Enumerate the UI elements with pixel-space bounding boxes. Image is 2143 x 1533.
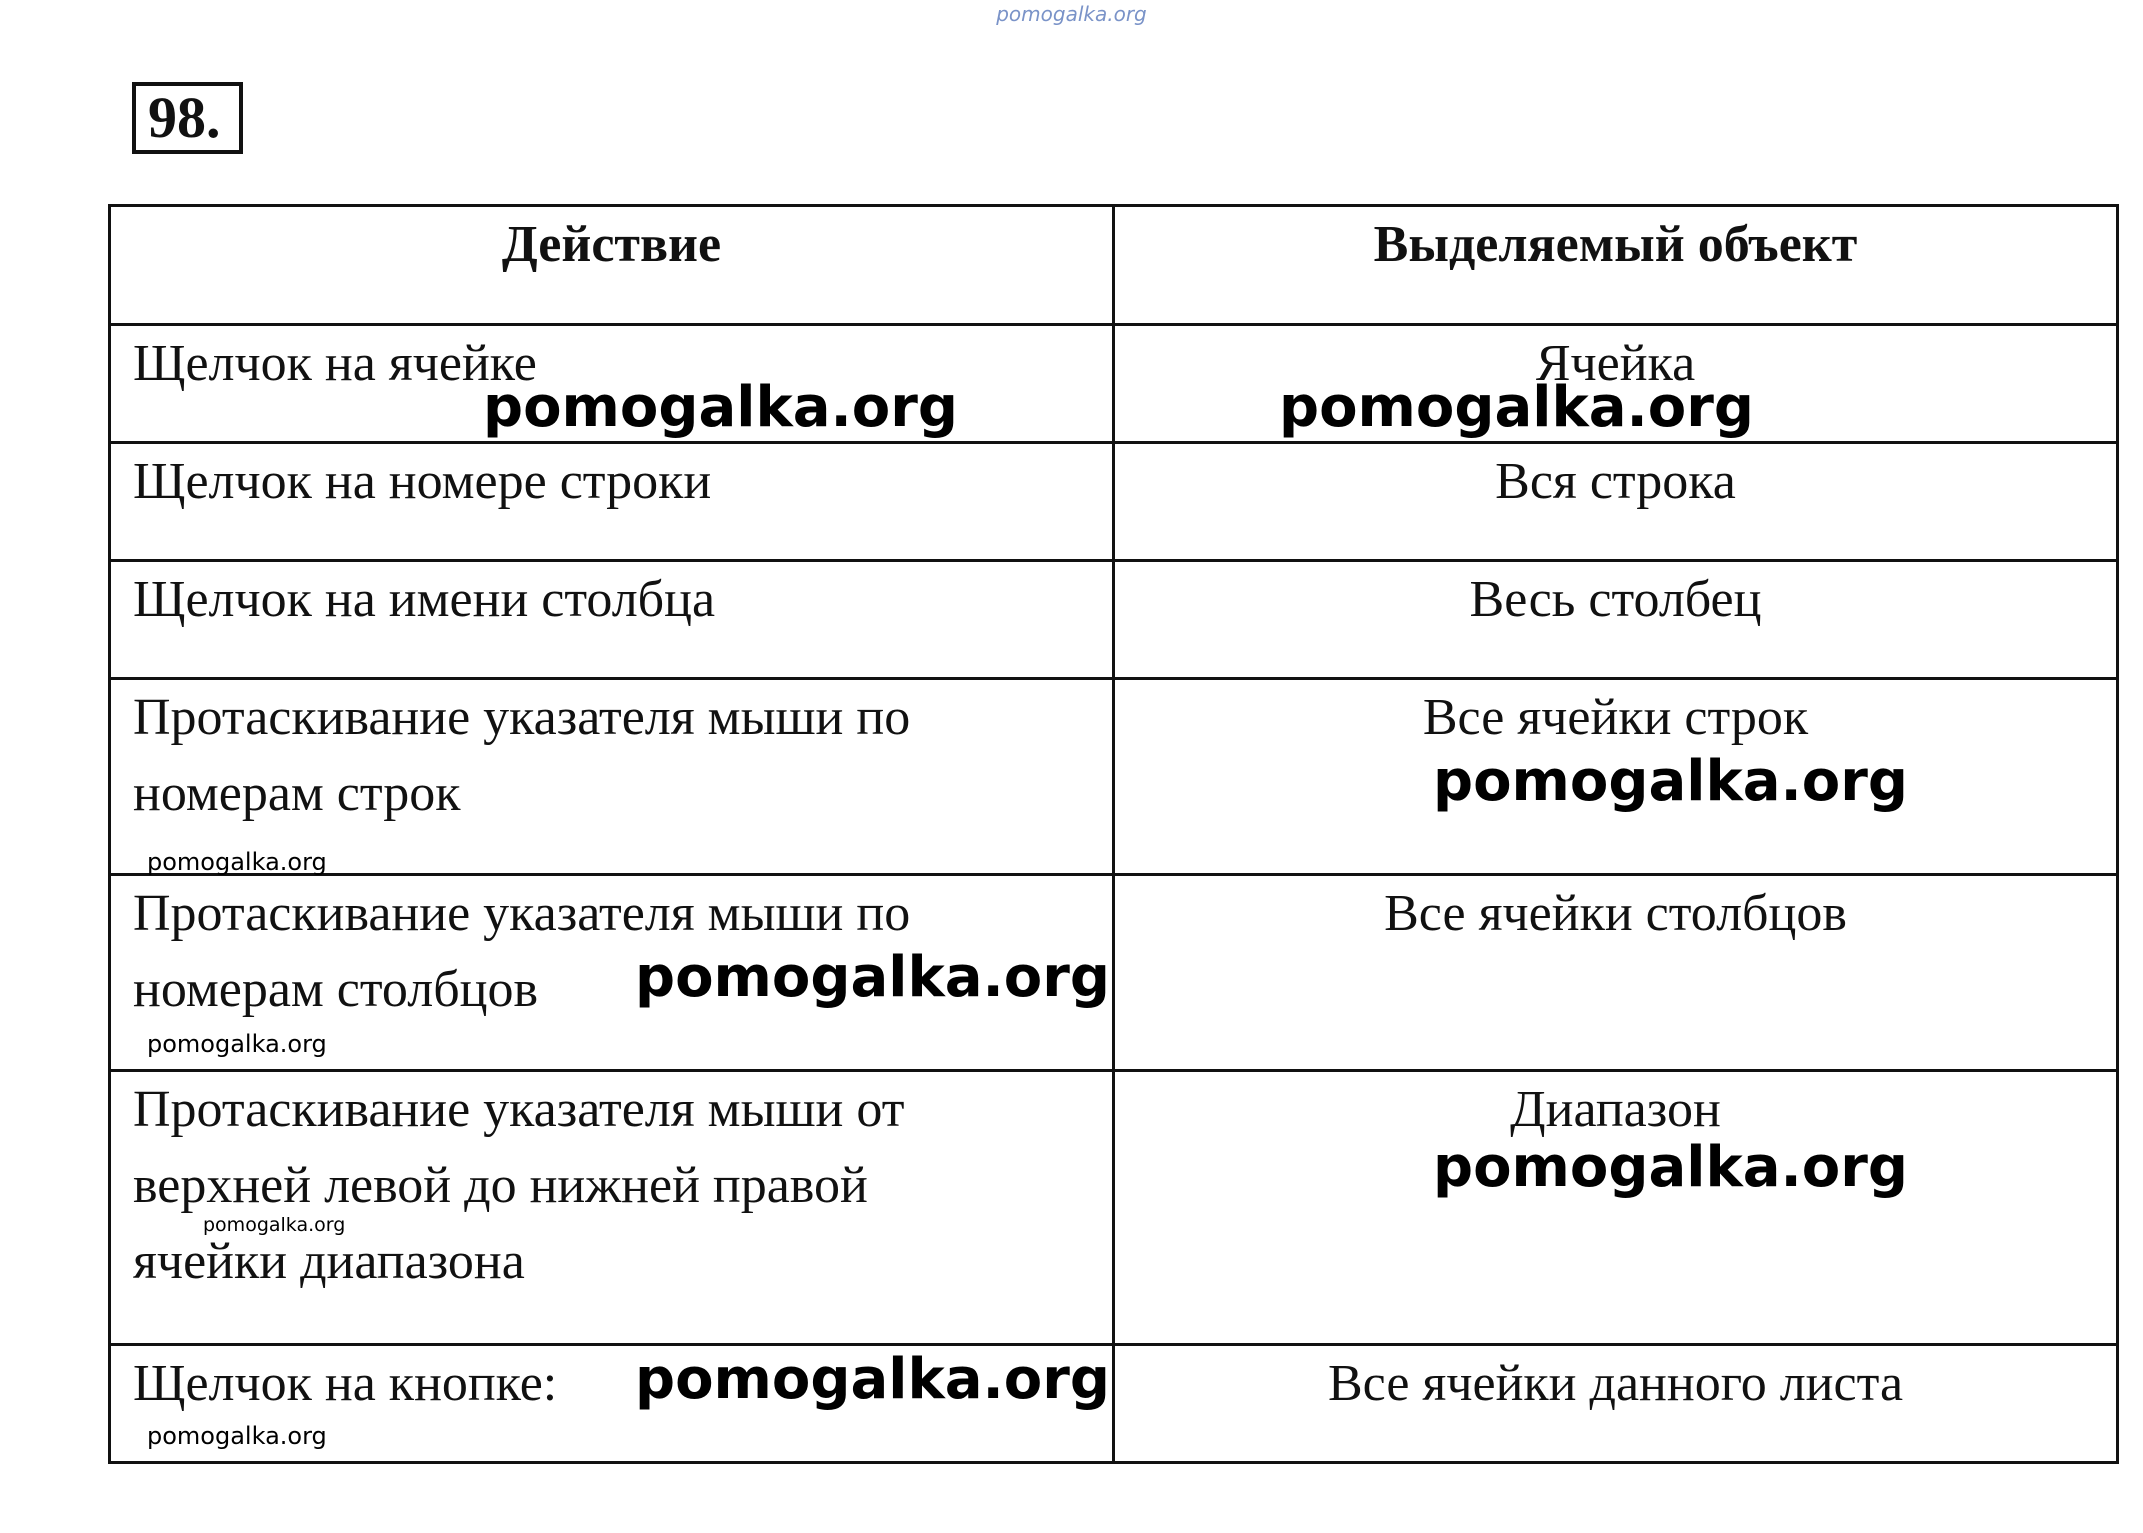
object-cell [1114, 443, 2118, 561]
object-text: Весь столбец [1469, 571, 1762, 628]
task-number: 98. [132, 82, 243, 154]
object-cell [1114, 1071, 2118, 1345]
table-header-row [110, 206, 2118, 325]
table-container [108, 204, 2116, 1464]
action-cell [110, 443, 1114, 561]
object-cell [1114, 875, 2118, 1071]
object-cell [1114, 561, 2118, 679]
action-cell [110, 875, 1114, 1071]
object-text: Ячейка [1535, 335, 1696, 392]
header-object: Выделяемый объект [1114, 206, 2118, 325]
action-text: Щелчок на имени столбца [133, 571, 716, 628]
object-text: Все ячейки строк [1422, 689, 1809, 746]
top-watermark: pomogalka.org [996, 2, 1147, 26]
action-text: Протаскивание указателя мыши по номерам столбцов [133, 885, 911, 1018]
table-row [110, 679, 2118, 875]
watermark-text: pomogalka.org [1279, 375, 1754, 440]
action-text: Щелчок на кнопке: [133, 1355, 558, 1412]
object-cell [1114, 325, 2118, 443]
watermark-text: pomogalka.org [1433, 1135, 1908, 1200]
action-cell [110, 561, 1114, 679]
action-text: Протаскивание указателя мыши от верхней левой до нижней правой ячейки диапазона [133, 1081, 905, 1290]
action-cell [110, 1071, 1114, 1345]
object-text: Все ячейки данного листа [1327, 1355, 1904, 1412]
object-text: Вся строка [1495, 453, 1736, 510]
action-text: Щелчок на номере строки [133, 453, 712, 510]
watermark-text: pomogalka.org [147, 848, 327, 876]
table-row [110, 325, 2118, 443]
watermark-text: pomogalka.org [635, 945, 1110, 1010]
action-cell [110, 1345, 1114, 1463]
action-text: Щелчок на ячейке [133, 335, 537, 392]
table-row [110, 1345, 2118, 1463]
object-cell [1114, 1345, 2118, 1463]
action-text: Протаскивание указателя мыши по номерам строк [133, 689, 911, 822]
object-text: Все ячейки столбцов [1384, 885, 1847, 942]
table-row [110, 1071, 2118, 1345]
action-cell [110, 325, 1114, 443]
watermark-text: pomogalka.org [147, 1422, 327, 1450]
watermark-text: pomogalka.org [483, 375, 958, 440]
watermark-text: pomogalka.org [203, 1214, 346, 1236]
watermark-text: pomogalka.org [635, 1347, 1110, 1412]
object-text: Диапазон [1510, 1081, 1721, 1138]
object-cell [1114, 679, 2118, 875]
watermark-text: pomogalka.org [147, 1030, 327, 1058]
table-row [110, 561, 2118, 679]
table-row [110, 875, 2118, 1071]
action-cell [110, 679, 1114, 875]
header-action: Действие [110, 206, 1114, 325]
selection-table [108, 204, 2119, 1464]
watermark-text: pomogalka.org [1433, 749, 1908, 814]
table-row [110, 443, 2118, 561]
